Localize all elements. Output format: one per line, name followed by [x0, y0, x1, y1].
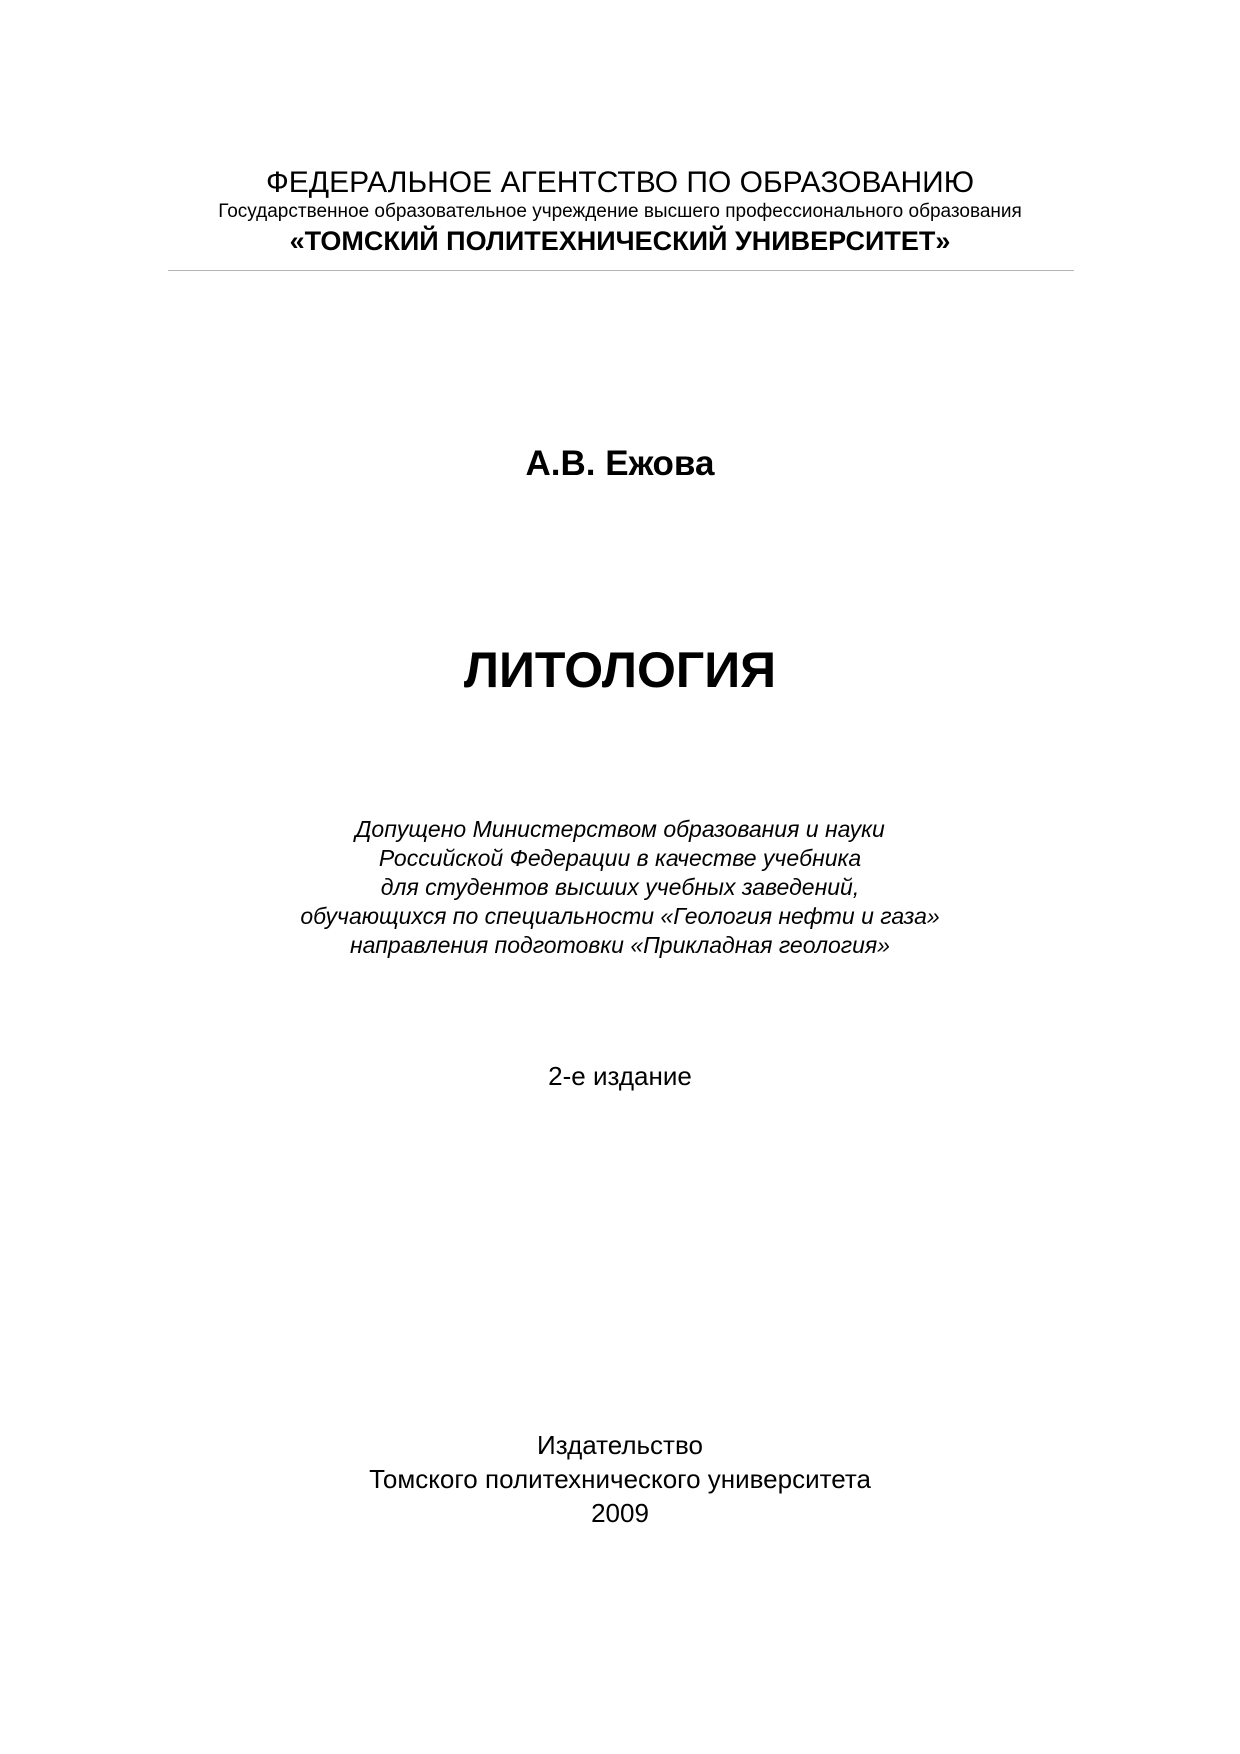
institution-type: Государственное образовательное учреждение высшего профессионального образования	[218, 201, 1022, 222]
publisher-name: Томского политехнического университета	[369, 1464, 871, 1494]
approval-line: направления подготовки «Прикладная геология»	[350, 932, 890, 958]
agency-name: ФЕДЕРАЛЬНОЕ АГЕНТСТВО ПО ОБРАЗОВАНИЮ	[265, 166, 975, 199]
publisher-block	[0, 1428, 1240, 1530]
book-title: ЛИТОЛОГИЯ	[463, 642, 777, 698]
approval-line: Допущено Министерством образования и науки	[355, 816, 885, 842]
header-divider	[168, 270, 1074, 271]
edition-label: 2-е издание	[548, 1061, 692, 1091]
publisher-label: Издательство	[537, 1430, 703, 1460]
approval-statement	[0, 815, 1240, 960]
publication-year: 2009	[591, 1498, 649, 1528]
author-name: А.В. Ежова	[525, 444, 715, 483]
approval-line: для студентов высших учебных заведений,	[380, 874, 860, 900]
university-name: «ТОМСКИЙ ПОЛИТЕХНИЧЕСКИЙ УНИВЕРСИТЕТ»	[289, 226, 951, 256]
approval-line: Российской Федерации в качестве учебника	[378, 845, 862, 871]
approval-line: обучающихся по специальности «Геология нефти и газа»	[300, 903, 940, 929]
